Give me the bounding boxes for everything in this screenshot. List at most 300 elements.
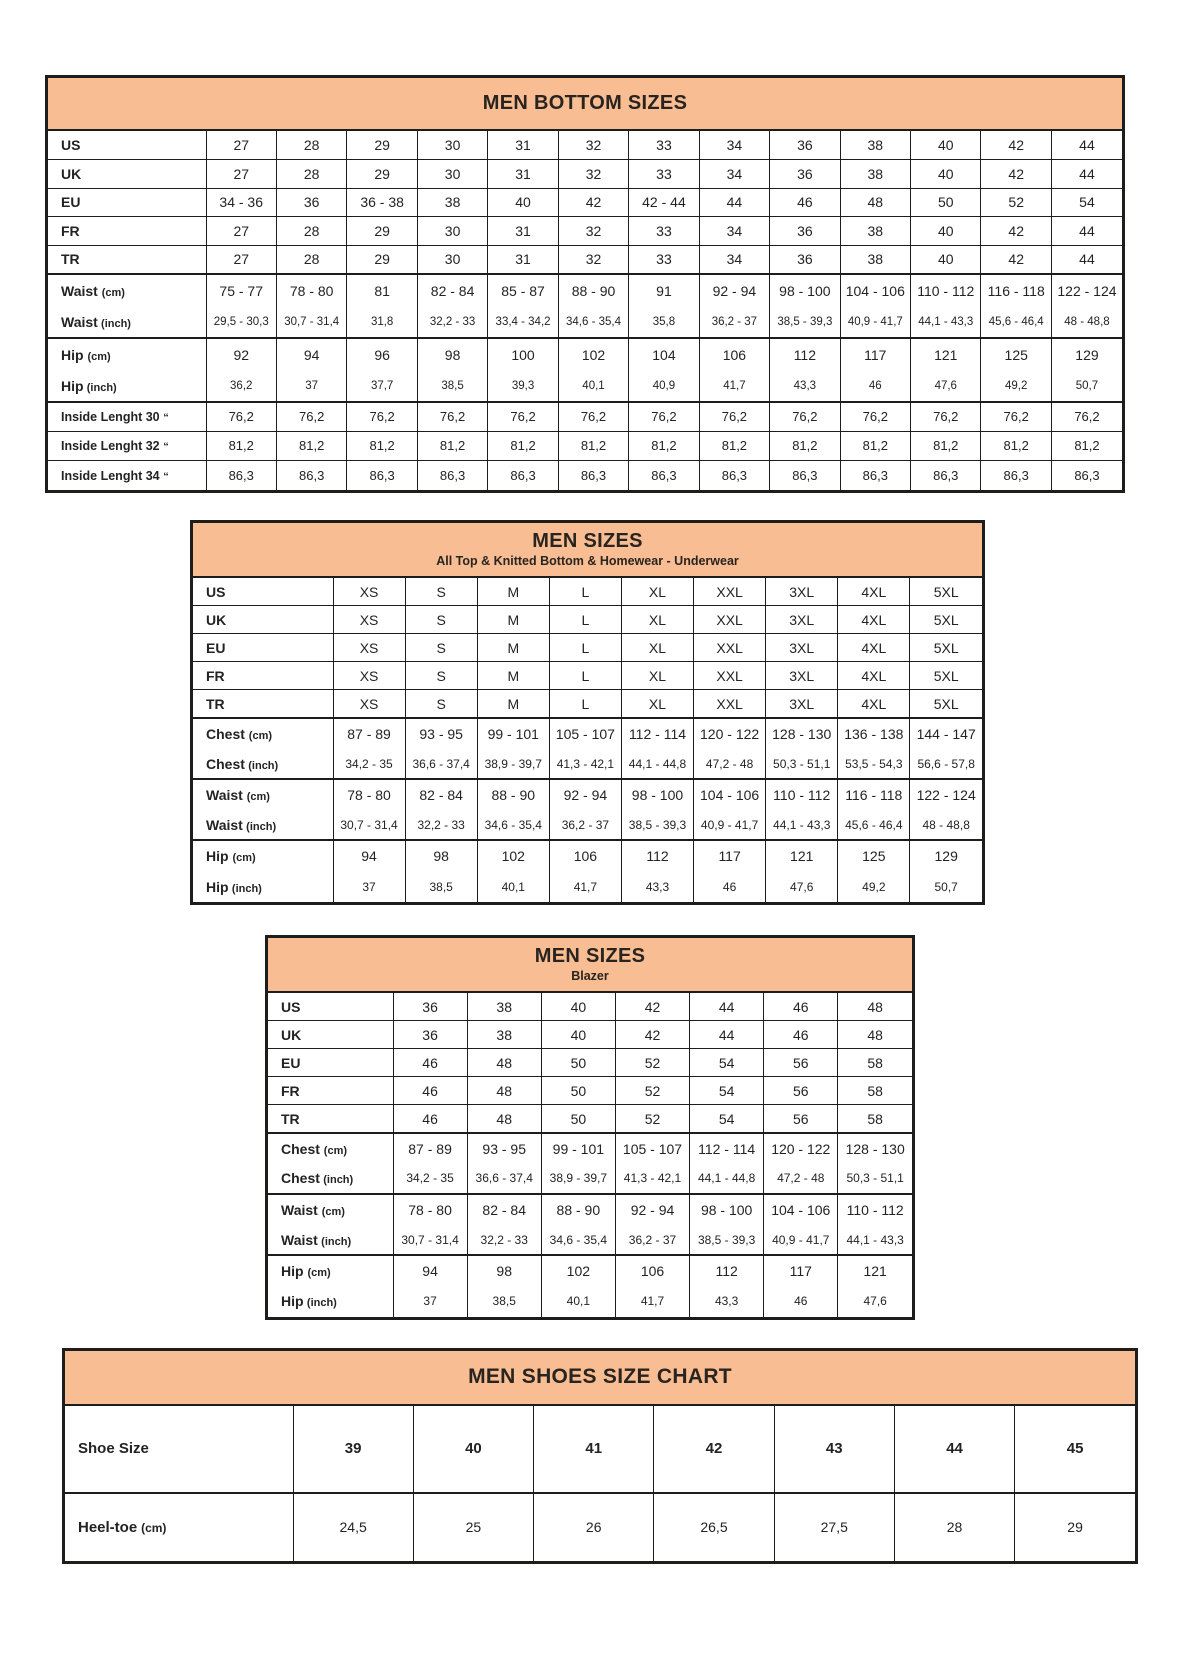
value-cell: 29 [347, 245, 417, 274]
value-cell: 43,3 [621, 871, 693, 901]
value-cell: 42 [615, 1021, 689, 1049]
table-row [268, 1021, 912, 1049]
table-header [268, 938, 912, 993]
row-label-unit: (inch) [86, 381, 117, 394]
value-cell: 38,5 [417, 370, 487, 402]
value-cell: L [549, 578, 621, 606]
value-cell: 31 [488, 131, 558, 160]
value-cell: 76,2 [699, 402, 769, 431]
value-cell: 36,2 [206, 370, 276, 402]
value-cell: 4XL [838, 690, 910, 718]
value-cell: 48 [838, 993, 912, 1021]
row-label [48, 461, 206, 490]
value-cell: 144 - 147 [910, 718, 982, 749]
value-cell: 128 - 130 [838, 1133, 912, 1164]
table-row [193, 810, 982, 840]
value-cell: 34 [699, 217, 769, 246]
value-cell: S [405, 606, 477, 634]
value-cell: 76,2 [1051, 402, 1122, 431]
value-cell: 86,3 [488, 461, 558, 490]
value-cell: 49,2 [838, 871, 910, 901]
value-cell: 88 - 90 [558, 274, 628, 307]
row-label [268, 1049, 393, 1077]
value-cell: 81,2 [206, 431, 276, 460]
value-cell: 40 [911, 131, 981, 160]
table-row [193, 840, 982, 871]
value-cell: 38 [467, 993, 541, 1021]
value-cell: 38 [467, 1021, 541, 1049]
size-table [268, 993, 912, 1317]
table-row [48, 402, 1122, 431]
value-cell: 42 [981, 160, 1051, 189]
row-label-text: Waist [61, 313, 98, 330]
value-cell: 112 [770, 338, 840, 371]
value-cell: 48 - 48,8 [910, 810, 982, 840]
value-cell: XS [333, 578, 405, 606]
table-row [268, 993, 912, 1021]
value-cell: 120 - 122 [764, 1133, 838, 1164]
row-label-text: Waist [206, 787, 243, 804]
value-cell: 52 [615, 1049, 689, 1077]
value-cell: 106 [549, 840, 621, 871]
row-label-text: Waist [281, 1231, 318, 1248]
row-label [193, 749, 333, 779]
value-cell: 40,1 [477, 871, 549, 901]
value-cell: 38 [417, 188, 487, 217]
value-cell: S [405, 578, 477, 606]
value-cell: 30 [417, 217, 487, 246]
value-cell: 42 [981, 131, 1051, 160]
row-label-text: US [61, 137, 81, 154]
value-cell: 4XL [838, 578, 910, 606]
value-cell: 54 [690, 1077, 764, 1105]
value-cell: 44,1 - 43,3 [911, 306, 981, 338]
row-label-text: Chest [281, 1140, 320, 1157]
row-label-unit: “ [163, 412, 169, 425]
row-label-text: Chest [281, 1170, 320, 1187]
value-cell: 40,9 - 41,7 [764, 1225, 838, 1255]
value-cell: 36,2 - 37 [615, 1225, 689, 1255]
value-cell: 40 [541, 993, 615, 1021]
row-label-text: FR [206, 667, 225, 684]
value-cell: 98 - 100 [770, 274, 840, 307]
value-cell: 36 [770, 131, 840, 160]
value-cell: 136 - 138 [838, 718, 910, 749]
value-cell: 33 [629, 217, 699, 246]
value-cell: 38,5 - 39,3 [621, 810, 693, 840]
value-cell: 81,2 [276, 431, 346, 460]
value-cell: 38,9 - 39,7 [477, 749, 549, 779]
row-label-text: TR [61, 251, 80, 268]
value-cell: 28 [894, 1493, 1014, 1561]
table-row [48, 306, 1122, 338]
value-cell: 27 [206, 131, 276, 160]
value-cell: 4XL [838, 634, 910, 662]
value-cell: 32,2 - 33 [405, 810, 477, 840]
value-cell: 38 [840, 131, 910, 160]
row-label-text: EU [61, 194, 81, 211]
value-cell: 81,2 [770, 431, 840, 460]
value-cell: XL [621, 662, 693, 690]
value-cell: XS [333, 634, 405, 662]
row-label [268, 1105, 393, 1133]
value-cell: 36 [393, 993, 467, 1021]
row-label-text: Hip [61, 377, 84, 394]
value-cell: L [549, 662, 621, 690]
row-label [193, 871, 333, 901]
value-cell: 96 [347, 338, 417, 371]
value-cell: 39,3 [488, 370, 558, 402]
value-cell: 75 - 77 [206, 274, 276, 307]
value-cell: XXL [694, 606, 766, 634]
row-label [48, 370, 206, 402]
value-cell: 50,3 - 51,1 [766, 749, 838, 779]
value-cell: 104 - 106 [694, 779, 766, 810]
table-row [268, 1077, 912, 1105]
value-cell: XL [621, 690, 693, 718]
row-label [268, 1255, 393, 1286]
value-cell: 99 - 101 [477, 718, 549, 749]
row-label-text: TR [281, 1110, 300, 1127]
value-cell: 48 [838, 1021, 912, 1049]
row-label [65, 1493, 293, 1561]
value-cell: 43,3 [690, 1286, 764, 1316]
value-cell: 47,6 [911, 370, 981, 402]
value-cell: 52 [981, 188, 1051, 217]
table-row [268, 1105, 912, 1133]
value-cell: 41,3 - 42,1 [615, 1164, 689, 1194]
value-cell: 86,3 [911, 461, 981, 490]
row-label [48, 217, 206, 246]
value-cell: 38 [840, 160, 910, 189]
value-cell: 76,2 [488, 402, 558, 431]
value-cell: 40 [911, 217, 981, 246]
value-cell: 36,6 - 37,4 [467, 1164, 541, 1194]
value-cell: 34,6 - 35,4 [541, 1225, 615, 1255]
size-table [193, 578, 982, 902]
men-sizes-blazer-table [265, 935, 915, 1320]
value-cell: 76,2 [911, 402, 981, 431]
value-cell: 26,5 [654, 1493, 774, 1561]
row-label [268, 993, 393, 1021]
value-cell: 58 [838, 1077, 912, 1105]
value-cell: 44 [1051, 217, 1122, 246]
value-cell: 44 [690, 1021, 764, 1049]
value-cell: 29 [347, 217, 417, 246]
value-cell: 38 [840, 245, 910, 274]
value-cell: 81,2 [911, 431, 981, 460]
value-cell: 81,2 [488, 431, 558, 460]
value-cell: M [477, 690, 549, 718]
value-cell: 42 [615, 993, 689, 1021]
row-label-text: Waist [281, 1202, 318, 1219]
value-cell: 40 [488, 188, 558, 217]
value-cell: 47,2 - 48 [764, 1164, 838, 1194]
value-cell: 45,6 - 46,4 [838, 810, 910, 840]
men-shoes-size-chart-table [62, 1348, 1138, 1564]
value-cell: 44,1 - 44,8 [690, 1164, 764, 1194]
value-cell: 30 [417, 131, 487, 160]
value-cell: 110 - 112 [766, 779, 838, 810]
value-cell: 122 - 124 [910, 779, 982, 810]
value-cell: 41,7 [699, 370, 769, 402]
value-cell: 121 [911, 338, 981, 371]
value-cell: S [405, 690, 477, 718]
table-subtitle: All Top & Knitted Bottom & Homewear - Underwear [436, 554, 739, 569]
value-cell: 31 [488, 217, 558, 246]
men-bottom-sizes-table [45, 75, 1125, 493]
table-row [65, 1406, 1135, 1493]
value-cell: 122 - 124 [1051, 274, 1122, 307]
row-label-text: Chest [206, 755, 245, 772]
value-cell: 99 - 101 [541, 1133, 615, 1164]
value-cell: 116 - 118 [981, 274, 1051, 307]
table-row [193, 779, 982, 810]
value-cell: 30 [417, 160, 487, 189]
value-cell: XXL [694, 662, 766, 690]
value-cell: 27 [206, 160, 276, 189]
row-label-text: Hip [281, 1263, 304, 1280]
value-cell: 38,5 [467, 1286, 541, 1316]
row-label [268, 1164, 393, 1194]
value-cell: 41,7 [549, 871, 621, 901]
value-cell: 33 [629, 245, 699, 274]
value-cell: 117 [694, 840, 766, 871]
value-cell: S [405, 634, 477, 662]
table-row [268, 1194, 912, 1225]
table-row [48, 217, 1122, 246]
value-cell: 36 - 38 [347, 188, 417, 217]
value-cell: 116 - 118 [838, 779, 910, 810]
row-label [193, 606, 333, 634]
value-cell: 86,3 [417, 461, 487, 490]
row-label [48, 274, 206, 307]
table-title: MEN SIZES [534, 945, 646, 968]
row-label-unit: (cm) [141, 1520, 167, 1535]
value-cell: 120 - 122 [694, 718, 766, 749]
value-cell: 37,7 [347, 370, 417, 402]
table-row [48, 160, 1122, 189]
value-cell: 94 [393, 1255, 467, 1286]
value-cell: 5XL [910, 578, 982, 606]
value-cell: 86,3 [1051, 461, 1122, 490]
value-cell: 44 [1051, 131, 1122, 160]
row-label-unit: (inch) [321, 1235, 352, 1248]
value-cell: 41,7 [615, 1286, 689, 1316]
value-cell: 34,6 - 35,4 [477, 810, 549, 840]
value-cell: 29 [347, 131, 417, 160]
value-cell: 37 [393, 1286, 467, 1316]
value-cell: 54 [1051, 188, 1122, 217]
row-label [268, 1077, 393, 1105]
value-cell: 5XL [910, 690, 982, 718]
value-cell: 32 [558, 245, 628, 274]
table-title: MEN SIZES [532, 530, 643, 553]
value-cell: 92 - 94 [549, 779, 621, 810]
row-label-text: Shoe Size [78, 1440, 149, 1458]
table-row [268, 1286, 912, 1316]
value-cell: 105 - 107 [549, 718, 621, 749]
value-cell: 91 [629, 274, 699, 307]
table-header [193, 523, 982, 578]
value-cell: 93 - 95 [405, 718, 477, 749]
value-cell: 48 [467, 1105, 541, 1133]
table-row [48, 431, 1122, 460]
value-cell: 81 [347, 274, 417, 307]
value-cell: 3XL [766, 606, 838, 634]
row-label-text: Inside Lenght 34 [61, 468, 160, 483]
row-label [48, 188, 206, 217]
value-cell: 76,2 [276, 402, 346, 431]
value-cell: 39 [293, 1406, 413, 1493]
table-row [48, 338, 1122, 371]
value-cell: 87 - 89 [393, 1133, 467, 1164]
table-title: MEN SHOES SIZE CHART [468, 1365, 732, 1389]
men-sizes-tops-table [190, 520, 985, 905]
value-cell: 30,7 - 31,4 [276, 306, 346, 338]
value-cell: 92 - 94 [615, 1194, 689, 1225]
table-header [48, 78, 1122, 131]
row-label-text: Hip [206, 878, 229, 895]
row-label-text: UK [281, 1026, 302, 1043]
value-cell: 105 - 107 [615, 1133, 689, 1164]
value-cell: 58 [838, 1049, 912, 1077]
value-cell: 98 [405, 840, 477, 871]
value-cell: 32 [558, 217, 628, 246]
row-label-unit: (cm) [323, 1144, 348, 1157]
value-cell: 34 - 36 [206, 188, 276, 217]
value-cell: M [477, 606, 549, 634]
value-cell: 3XL [766, 662, 838, 690]
row-label-unit: (inch) [323, 1174, 354, 1187]
value-cell: 121 [766, 840, 838, 871]
table-row [48, 245, 1122, 274]
value-cell: 32,2 - 33 [417, 306, 487, 338]
value-cell: XL [621, 606, 693, 634]
size-table [65, 1406, 1135, 1561]
row-label [268, 1225, 393, 1255]
value-cell: 112 [690, 1255, 764, 1286]
value-cell: 44 [1051, 245, 1122, 274]
row-label-text: Inside Lenght 30 [61, 410, 160, 425]
row-label [268, 1133, 393, 1164]
value-cell: 81,2 [1051, 431, 1122, 460]
value-cell: 82 - 84 [467, 1194, 541, 1225]
value-cell: 100 [488, 338, 558, 371]
value-cell: 46 [393, 1105, 467, 1133]
value-cell: 38,5 [405, 871, 477, 901]
row-label-text: Waist [61, 282, 98, 299]
value-cell: 46 [764, 1286, 838, 1316]
value-cell: 50,7 [1051, 370, 1122, 402]
row-label-text: EU [281, 1054, 301, 1071]
row-label [268, 1194, 393, 1225]
value-cell: 104 - 106 [764, 1194, 838, 1225]
row-label-unit: “ [163, 470, 169, 483]
value-cell: 34,6 - 35,4 [558, 306, 628, 338]
value-cell: 48 [840, 188, 910, 217]
table-row [193, 662, 982, 690]
value-cell: 35,8 [629, 306, 699, 338]
value-cell: 40 [911, 245, 981, 274]
value-cell: 102 [541, 1255, 615, 1286]
row-label-text: UK [61, 165, 82, 182]
value-cell: 41,3 - 42,1 [549, 749, 621, 779]
value-cell: L [549, 690, 621, 718]
value-cell: 36 [770, 245, 840, 274]
table-row [193, 690, 982, 718]
value-cell: XS [333, 606, 405, 634]
value-cell: 53,5 - 54,3 [838, 749, 910, 779]
row-label-text: US [281, 998, 301, 1015]
value-cell: 86,3 [276, 461, 346, 490]
value-cell: 40,1 [541, 1286, 615, 1316]
value-cell: 44,1 - 44,8 [621, 749, 693, 779]
row-label-text: Inside Lenght 32 [61, 439, 160, 454]
value-cell: 76,2 [981, 402, 1051, 431]
value-cell: 129 [1051, 338, 1122, 371]
value-cell: 36 [770, 160, 840, 189]
value-cell: 86,3 [981, 461, 1051, 490]
row-label [268, 1021, 393, 1049]
value-cell: 44,1 - 43,3 [838, 1225, 912, 1255]
value-cell: 46 [764, 993, 838, 1021]
value-cell: 112 [621, 840, 693, 871]
value-cell: 5XL [910, 662, 982, 690]
value-cell: 78 - 80 [333, 779, 405, 810]
row-label [193, 690, 333, 718]
value-cell: 117 [764, 1255, 838, 1286]
value-cell: 50 [911, 188, 981, 217]
row-label [193, 578, 333, 606]
row-label [48, 245, 206, 274]
value-cell: 56 [764, 1049, 838, 1077]
value-cell: 121 [838, 1255, 912, 1286]
value-cell: 37 [333, 871, 405, 901]
value-cell: 27 [206, 217, 276, 246]
row-label-text: FR [281, 1082, 300, 1099]
value-cell: 31,8 [347, 306, 417, 338]
row-label-text: TR [206, 695, 225, 712]
row-label [193, 779, 333, 810]
value-cell: 47,6 [766, 871, 838, 901]
row-label [65, 1406, 293, 1493]
value-cell: 98 - 100 [690, 1194, 764, 1225]
value-cell: 81,2 [347, 431, 417, 460]
value-cell: 36 [276, 188, 346, 217]
row-label [193, 634, 333, 662]
value-cell: 81,2 [629, 431, 699, 460]
value-cell: 58 [838, 1105, 912, 1133]
value-cell: 52 [615, 1077, 689, 1105]
value-cell: M [477, 662, 549, 690]
value-cell: 36 [393, 1021, 467, 1049]
value-cell: 37 [276, 370, 346, 402]
value-cell: 3XL [766, 690, 838, 718]
row-label-text: Waist [206, 816, 243, 833]
value-cell: L [549, 634, 621, 662]
value-cell: 33,4 - 34,2 [488, 306, 558, 338]
value-cell: 32,2 - 33 [467, 1225, 541, 1255]
row-label-unit: (cm) [248, 729, 273, 742]
row-label-unit: (inch) [306, 1297, 337, 1310]
row-label-unit: (inch) [101, 317, 131, 330]
value-cell: XXL [694, 578, 766, 606]
value-cell: 82 - 84 [405, 779, 477, 810]
row-label [48, 131, 206, 160]
value-cell: 42 - 44 [629, 188, 699, 217]
value-cell: 33 [629, 131, 699, 160]
